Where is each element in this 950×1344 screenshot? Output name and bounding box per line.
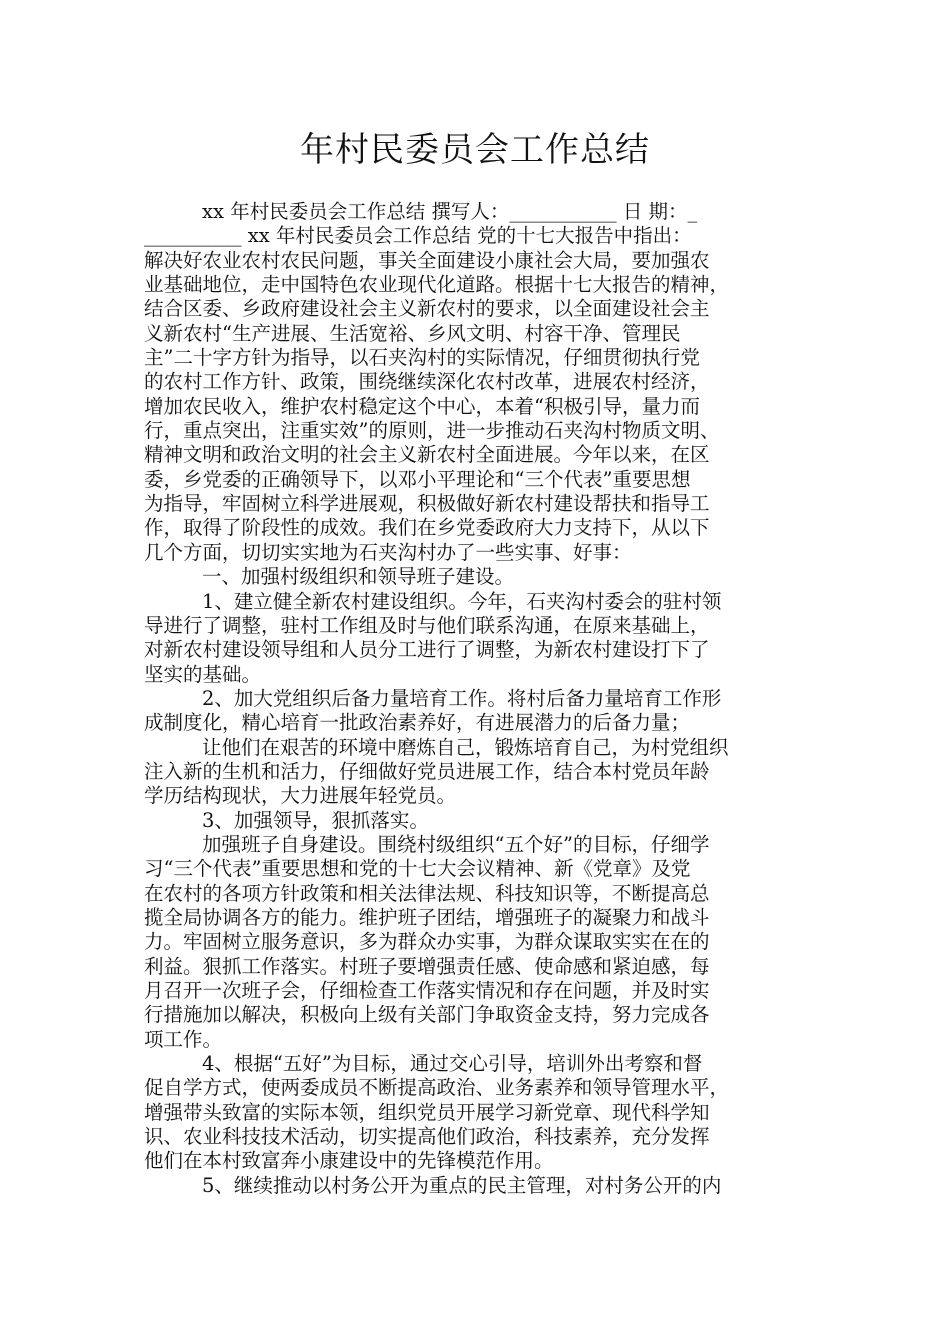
text-line: 导进行了调整，驻村工作组及时与他们联系沟通，在原来基础上，	[144, 613, 710, 637]
text-line: 习“三个代表”重要思想和党的十七大会议精神、新《党章》及党	[144, 857, 691, 881]
text-line: 3、加强领导，狠抓落实。	[202, 808, 429, 832]
text-line: 在农村的各项方针政策和相关法律法规、科技知识等，不断提高总	[144, 881, 710, 905]
text-line: 义新农村“生产进展、生活宽裕、乡风文明、村容干净、管理民	[144, 321, 681, 345]
text-line: 业基础地位，走中国特色农业现代化道路。根据十七大报告的精神，	[144, 273, 730, 297]
text-line: 识、农业科技技术活动，切实提高他们政治，科技素养，充分发挥	[144, 1125, 710, 1149]
text-line: 力。牢固树立服务意识，多为群众办实事，为群众谋取实实在在的	[144, 930, 710, 954]
text-line: 月召开一次班子会，仔细检查工作落实情况和存在问题，并及时实	[144, 979, 710, 1002]
text-line: 几个方面，切切实实地为石夹沟村办了一些实事、好事：	[144, 540, 632, 564]
text-line: 对新农村建设领导组和人员分工进行了调整，为新农村建设打下了	[144, 638, 710, 662]
text-line: 增加农民收入，维护农村稳定这个中心，本着“积极引导，量力而	[144, 394, 700, 418]
document-body	[144, 200, 812, 1198]
text-line: 他们在本村致富奔小康建设中的先锋模范作用。	[144, 1149, 554, 1173]
text-line: 解决好农业农村农民问题，事关全面建设小康社会大局，要加强农	[144, 248, 710, 272]
text-line: 增强带头致富的实际本领，组织党员开展学习新党章、现代科学知	[144, 1100, 710, 1124]
text-line: 一、加强村级组织和领导班子建设。	[202, 565, 515, 589]
text-line: 坚实的基础。	[144, 662, 262, 686]
text-line: 的农村工作方针、政策，围绕继续深化农村改革，进展农村经济，	[144, 370, 710, 394]
text-line: 项工作。	[144, 1027, 223, 1051]
document-title: 年村民委员会工作总结	[300, 130, 650, 170]
text-line: 行，重点突出，注重实效”的原则，进一步推动石夹沟村物质文明、	[144, 419, 720, 443]
text-line: 行措施加以解决，积极向上级有关部门争取资金支持，努力完成各	[144, 1003, 710, 1027]
text-line: 委，乡党委的正确领导下，以邓小平理论和“三个代表”重要思想	[144, 467, 691, 491]
text-line: 精神文明和政治文明的社会主义新农村全面进展。今年以来，在区	[144, 443, 710, 467]
text-line: 主”二十字方针为指导，以石夹沟村的实际情况，仔细贯彻执行党	[144, 346, 700, 370]
text-line: 为指导，牢固树立科学进展观，积极做好新农村建设帮扶和指导工	[144, 492, 710, 516]
text-line: 成制度化，精心培育一批政治素养好，有进展潜力的后备力量；	[144, 711, 691, 735]
text-line: 让他们在艰苦的环境中磨炼自己，锻炼培育自己，为村党组织	[202, 735, 729, 759]
text-line: xx 年村民委员会工作总结 撰写人：___________ 日 期：_	[202, 200, 698, 223]
text-line: 学历结构现状，大力进展年轻党员。	[144, 784, 457, 808]
text-line: 促自学方式，使两委成员不断提高政治、业务素养和领导管理水平，	[144, 1076, 730, 1100]
text-line: 注入新的生机和活力，仔细做好党员进展工作，结合本村党员年龄	[144, 759, 710, 783]
text-line: 揽全局协调各方的能力。维护班子团结，增强班子的凝聚力和战斗	[144, 905, 710, 929]
text-line: 1、建立健全新农村建设组织。今年，石夹沟村委会的驻村领	[202, 589, 722, 613]
text-line: 作，取得了阶段性的成效。我们在乡党委政府大力支持下，从以下	[144, 516, 710, 540]
text-line: 利益。狠抓工作落实。村班子要增强责任感、使命感和紧迫感，每	[144, 954, 710, 978]
text-line: 结合区委、乡政府建设社会主义新农村的要求，以全面建设社会主	[144, 297, 710, 321]
text-line: 4、根据“五好”为目标，通过交心引导，培训外出考察和督	[202, 1052, 703, 1076]
text-line: __________ xx 年村民委员会工作总结 党的十七大报告中指出：	[144, 224, 692, 248]
text-line: 2、加大党组织后备力量培育工作。将村后备力量培育工作形	[202, 686, 722, 710]
text-line: 5、继续推动以村务公开为重点的民主管理，对村务公开的内	[202, 1173, 722, 1197]
text-line: 加强班子自身建设。围绕村级组织“五个好”的目标，仔细学	[202, 832, 710, 856]
